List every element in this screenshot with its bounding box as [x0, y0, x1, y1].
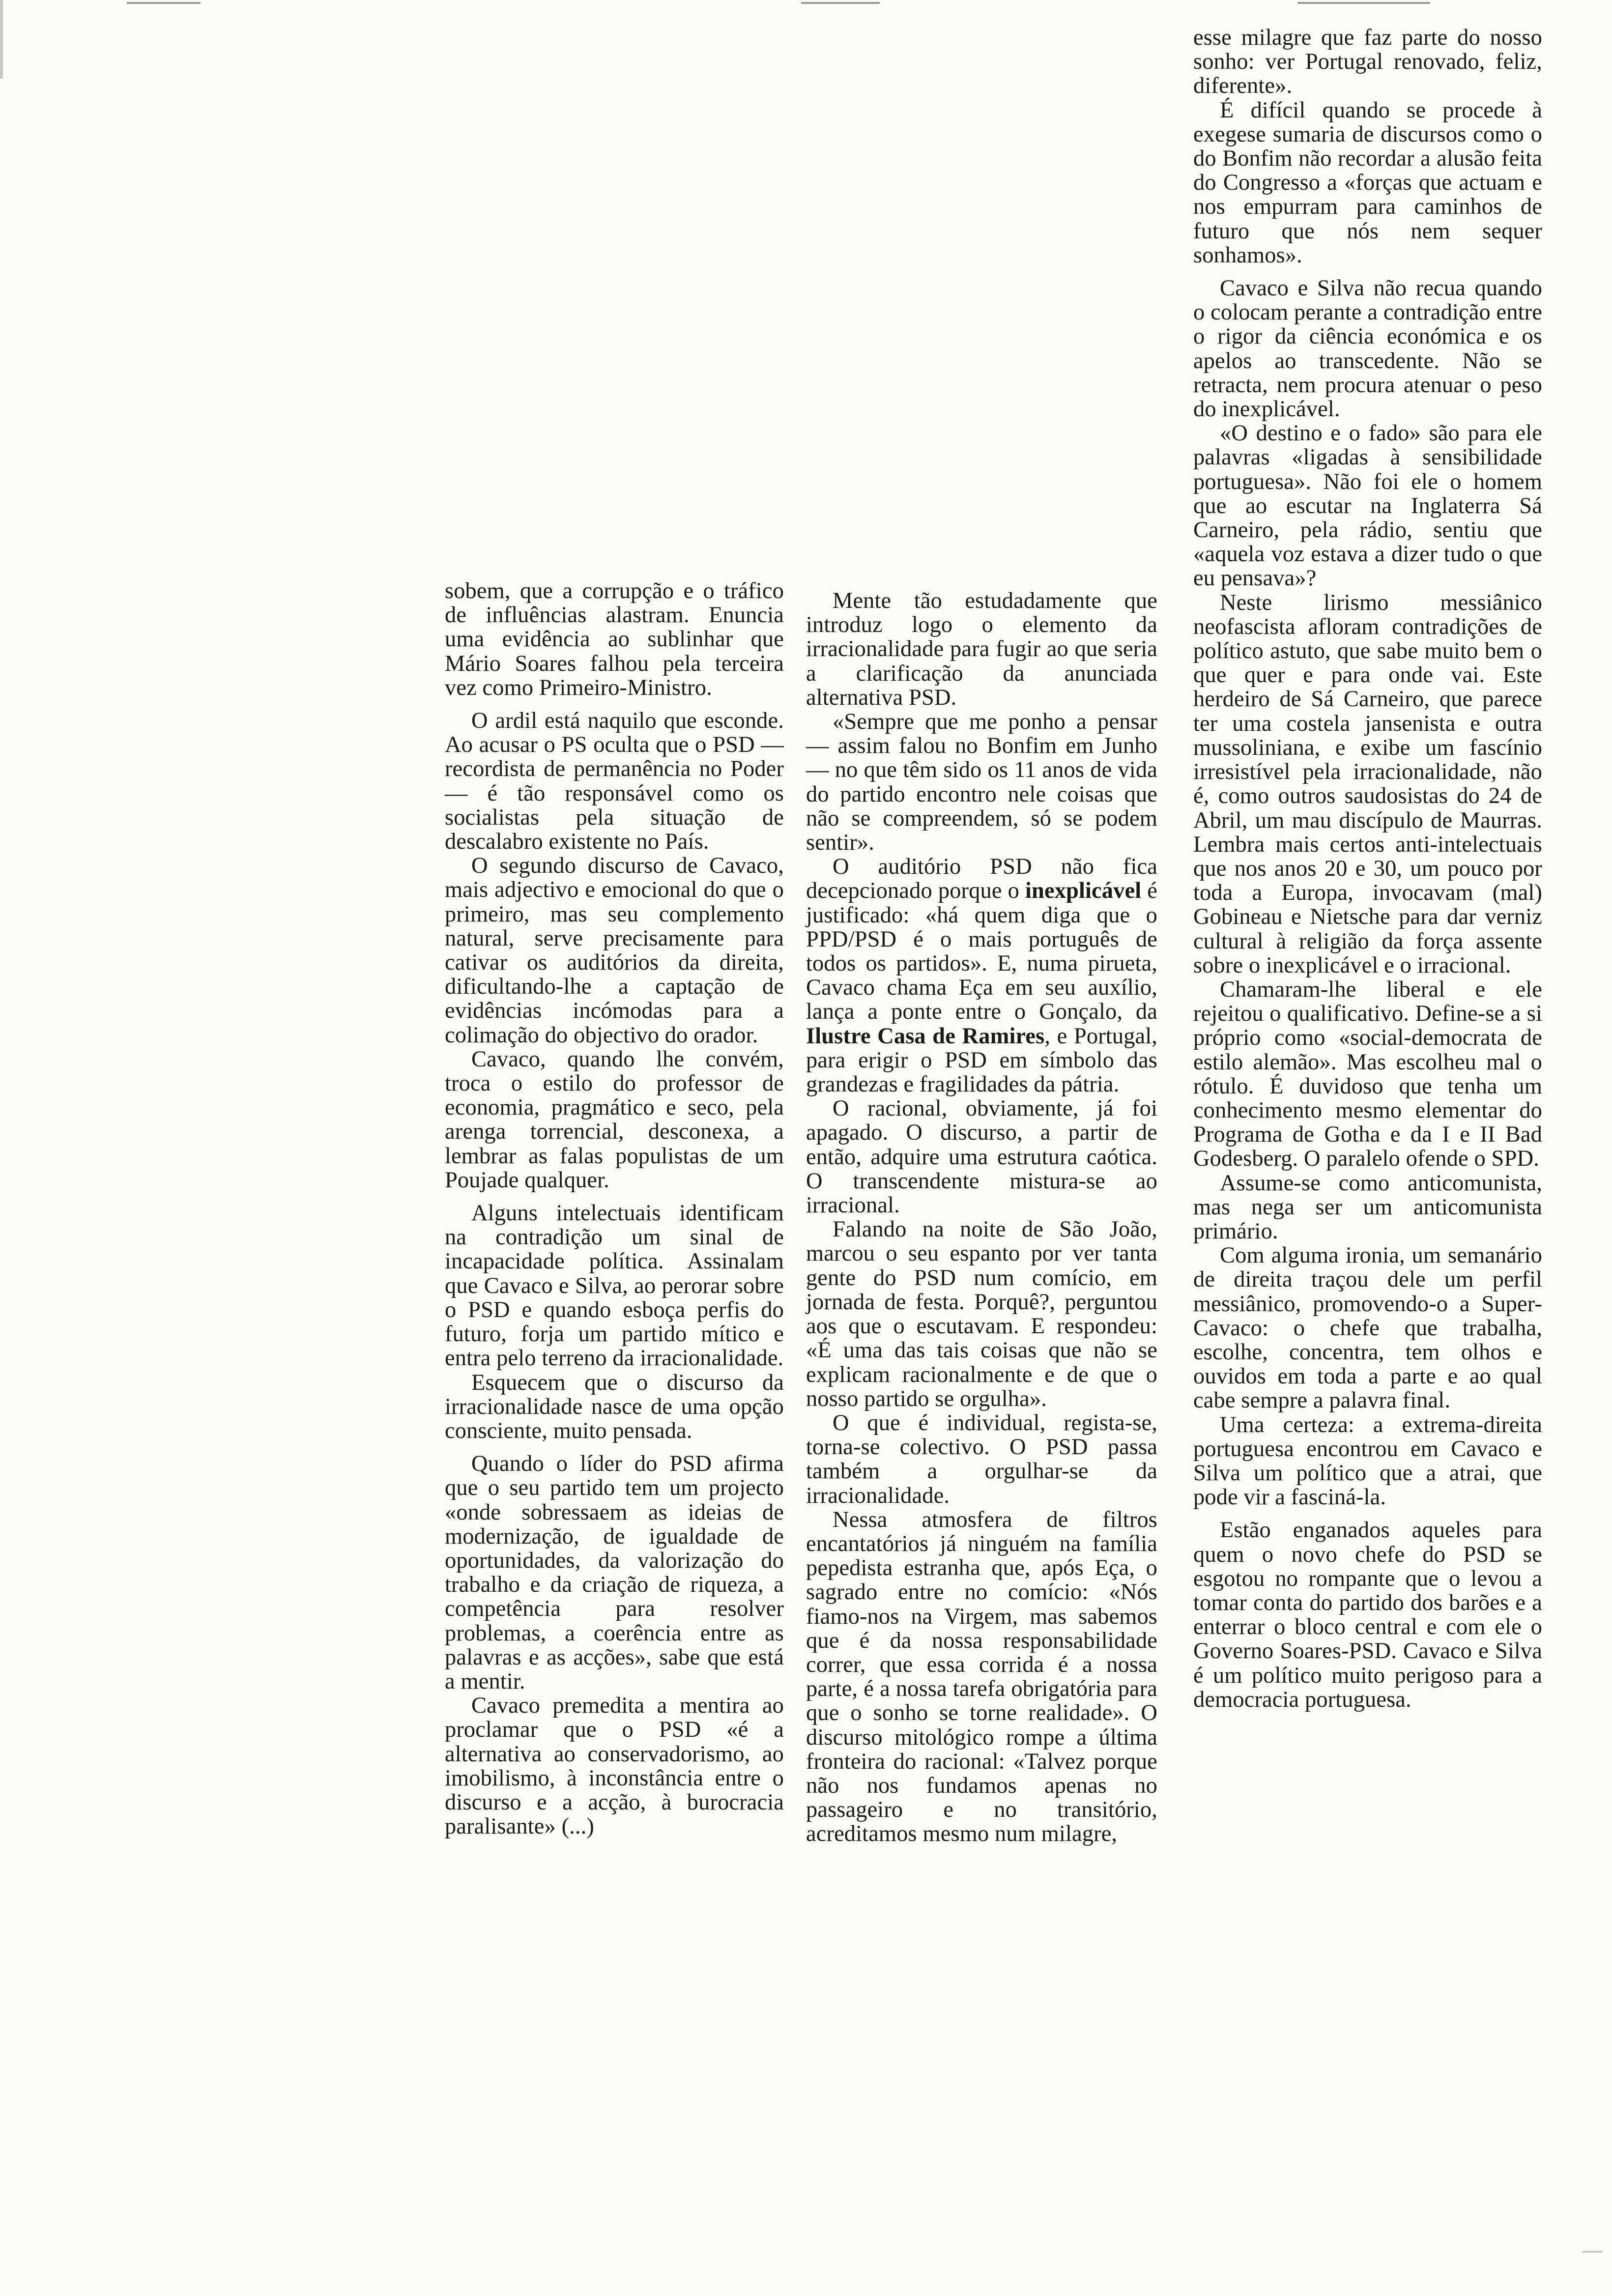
paragraph: Neste lirismo messiânico neofascista afloram contradições de político astuto, que sabe muito bem o que quer e para onde vai. Este herdeiro de Sá Carneiro, que parece ter uma costela jansenista e outra mussoliniana, e exibe um fascínio irresistível pela irracionalidade, não é, como outros saudosistas do 24 de Abril, um mau discípulo de Maurras. Lembra mais certos anti-intelectuais que nos anos 20 e 30, um pouco por toda a Europa, invocavam (mal) Gobineau e Nietsche para dar verniz cultural à religião da força assente sobre o inexplicável e o irracional. — [1193, 590, 1542, 978]
paragraph: O que é individual, regista-se, torna-se colectivo. O PSD passa também a orgulhar-se da irracionalidade. — [806, 1410, 1157, 1508]
emphasis-inexplicavel: inexplicável — [1025, 878, 1142, 904]
paragraph-text: é justificado: «há quem diga que o PPD/PSD é o mais português de todos os partidos». E, numa pirueta, Cavaco chama Eça em seu auxílio, lança a ponte entre o Gonçalo, da — [806, 878, 1157, 1025]
paragraph: «O destino e o fado» são para ele palavras «ligadas à sensibilidade portuguesa». Não foi ele o homem que ao escutar na Inglaterra Sá Carneiro, pela rádio, sentiu que «aquela voz estava a dizer tudo o que eu pensava»? — [1193, 421, 1542, 591]
article-column-2 — [806, 589, 1157, 1846]
paragraph: sobem, que a corrupção e o tráfico de influências alastram. Enuncia uma evidência ao sublinhar que Mário Soares falhou pela terceira vez como Primeiro-Ministro. — [445, 578, 784, 700]
scan-edge-line-left — [127, 2, 201, 4]
paragraph: Cavaco, quando lhe convém, troca o estilo do professor de economia, pragmático e seco, pela arenga torrencial, desconexa, a lembrar as falas populistas de um Poujade qualquer. — [445, 1046, 784, 1193]
article-column-1 — [445, 579, 784, 1838]
paragraph: Mente tão estudadamente que introduz logo o elemento da irracionalidade para fugir ao que seria a clarificação da anunciada alternativa PSD. — [806, 588, 1157, 710]
paragraph: «Sempre que me ponho a pensar — assim falou no Bonfim em Junho — no que têm sido os 11 anos de vida do partido encontro nele coisas que não se compreendem, só se podem sentir». — [806, 709, 1157, 856]
paragraph: Falando na noite de São João, marcou o seu espanto por ver tanta gente do PSD num comício, em jornada de festa. Porquê?, perguntou aos que o escutavam. E respondeu: «É uma das tais coisas que não se explicam racionalmente e de que o nosso partido se orgulha». — [806, 1217, 1157, 1411]
paragraph: O racional, obviamente, já foi apagado. O discurso, a partir de então, adquire uma estrutura caótica. O transcendente mistura-se ao irracional. — [806, 1096, 1157, 1218]
paragraph: Estão enganados aqueles para quem o novo chefe do PSD se esgotou no rompante que o levou a tomar conta do partido dos barões e a enterrar o bloco central e com ele o Governo Soares-PSD. Cavaco e Silva é um político muito perigoso para a democracia portuguesa. — [1193, 1518, 1542, 1712]
scan-edge-line-middle — [801, 2, 880, 4]
paragraph: Nessa atmosfera de filtros encantatórios já ninguém na família pepedista estranha que, após Eça, o sagrado entre no comício: «Nós fiamo-nos na Virgem, mas sabemos que é da nossa responsabilidade correr, que essa corrida é a nossa parte, é a nossa tarefa obrigatória para que o sonho se torne realidade». O discurso mitológico rompe a última fronteira do racional: «Talvez porque não nos fundamos apenas no passageiro e no transitório, acreditamos mesmo num milagre, — [806, 1507, 1157, 1847]
paragraph-text: , e Portugal, para erigir o PSD em símbolo das grandezas e fragilidades da pátria. — [806, 1023, 1157, 1097]
scan-edge-mark-left — [0, 0, 3, 79]
paragraph-text: O auditório PSD não fica decepcionado porque o — [806, 854, 1157, 904]
emphasis-book-title: Ilustre Casa de Ramires — [806, 1023, 1045, 1049]
paragraph: esse milagre que faz parte do nosso sonho: ver Portugal renovado, feliz, diferente». — [1193, 25, 1542, 99]
paragraph: Chamaram-lhe liberal e ele rejeitou o qualificativo. Define-se a si próprio como «social-democrata de estilo alemão». Mas escolheu mal o rótulo. É duvidoso que tenha um conhecimento mesmo elementar do Programa de Gotha e da I e II Bad Godesberg. O paralelo ofende o SPD. — [1193, 976, 1542, 1172]
paragraph: Cavaco premedita a mentira ao proclamar que o PSD «é a alternativa ao conservadorismo, ao imobilismo, à inconstância entre o discurso e a acção, à burocracia paralisante» (...) — [445, 1693, 784, 1839]
paragraph: É difícil quando se procede à exegese sumaria de discursos como o do Bonfim não recordar a alusão feita do Congresso a «forças que actuam e nos empurram para caminhos de futuro que nós nem sequer sonhamos». — [1193, 97, 1542, 268]
paragraph: O segundo discurso de Cavaco, mais adjectivo e emocional do que o primeiro, mas seu complemento natural, serve precisamente para cativar os auditórios da direita, dificultando-lhe a captação de evidências incómodas para a colimação do objectivo do orador. — [445, 853, 784, 1048]
article-column-3 — [1193, 26, 1542, 1712]
scan-edge-mark-bottom-right — [1583, 2251, 1602, 2253]
paragraph: Alguns intelectuais identificam na contradição um sinal de incapacidade política. Assinalam que Cavaco e Silva, ao perorar sobre o PSD e quando esboça perfis do futuro, forja um partido mítico e entra pelo terreno da irracionalidade. — [445, 1201, 784, 1371]
paragraph: O ardil está naquilo que esconde. Ao acusar o PS oculta que o PSD — recordista de permanência no Poder — é tão responsável como os socialistas pela situação de descalabro existente no País. — [445, 708, 784, 855]
scan-edge-line-right — [1297, 2, 1430, 4]
paragraph: Quando o líder do PSD afirma que o seu partido tem um projecto «onde sobressaem as ideias de modernização, de igualdade de oportunidades, da valorização do trabalho e da criação de riqueza, a competência para resolver problemas, a coerência entre as palavras e as acções», sabe que está a mentir. — [445, 1451, 784, 1694]
paragraph: Uma certeza: a extrema-direita portuguesa encontrou em Cavaco e Silva um político que a atrai, que pode vir a fasciná-la. — [1193, 1412, 1542, 1510]
paragraph: Assume-se como anticomunista, mas nega ser um anticomunista primário. — [1193, 1170, 1542, 1244]
paragraph — [806, 855, 1157, 1096]
paragraph: Cavaco e Silva não recua quando o colocam perante a contradição entre o rigor da ciência económica e os apelos ao transcedente. Não se retracta, nem procura atenuar o peso do inexplicável. — [1193, 276, 1542, 422]
paragraph: Com alguma ironia, um semanário de direita traçou dele um perfil messiânico, promovendo-o a Super-Cavaco: o chefe que trabalha, escolhe, concentra, tem olhos e ouvidos em toda a parte e ao qual cabe sempre a palavra final. — [1193, 1243, 1542, 1413]
paragraph: Esquecem que o discurso da irracionalidade nasce de uma opção consciente, muito pensada. — [445, 1370, 784, 1443]
